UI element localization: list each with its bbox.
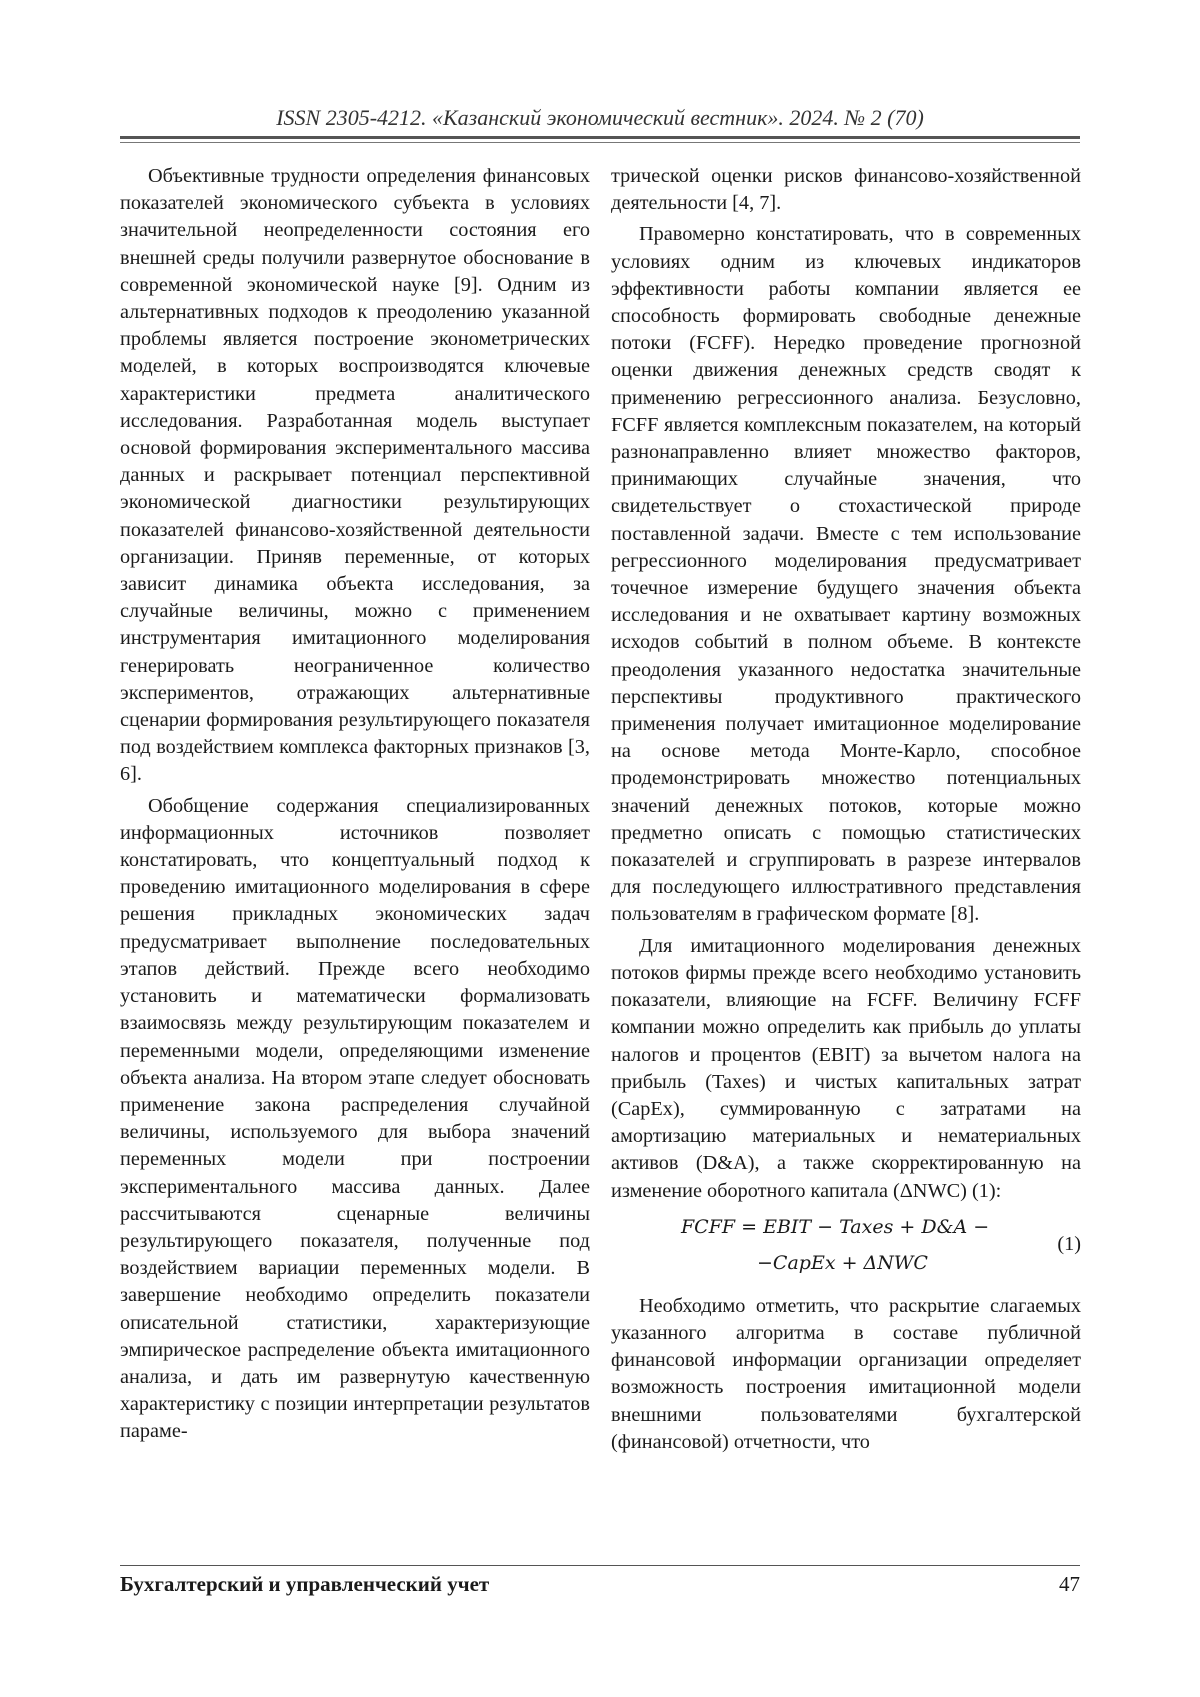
body-paragraph: Для имитационного моделирования денежных потоков фирмы прежде всего необходимо установить показатели, влияющие на FCFF. Величину FCFF компании можно определить как прибыль до уплаты налогов и процентов (EBIT) за вычетом налога на прибыль (Taxes) и чистых капитальных затрат (CapEx), суммированную с затратами на амортизацию материальных и нематериальных активов (D&A), а также скорректированную на изменение оборотного капитала (ΔNWC) (1): [611, 934, 1081, 1202]
header-rule [120, 136, 1080, 139]
page-number: 47 [1059, 1572, 1080, 1596]
footer-section-title: Бухгалтерский и управленческий учет [120, 1572, 490, 1596]
body-paragraph: Объективные трудности определения финансовых показателей экономического субъекта в условиях значительной неопределенности состояния его внешней среды получили развернутое обоснование в современной экономической науке [9]. Одним из альтернативных подходов к преодолению указанной проблемы является построение эконометрических моделей, в которых воспроизводятся ключевые характеристики предмета аналитического исследования. Разработанная модель выступает основой формирования экспериментального массива данных и раскрывает потенциал перспективной экономической диагностики результирующих показателей финансово-хозяйственной деятельности организации. Приняв переменные, от которых зависит динамика объекта исследования, за случайные величины, можно с применением инструментария имитационного моделирования генерировать неограниченное количество экспериментов, отражающих альтернативные сценарии формирования результирующего показателя под воздействием комплекса факторных признаков [3, 6]. [120, 165, 590, 786]
footer-rule [120, 1565, 1080, 1566]
continuation-paragraph: трической оценки рисков финансово-хозяйственной деятельности [4, 7]. [611, 165, 1081, 215]
body-paragraph: Правомерно констатировать, что в современных условиях одним из ключевых индикаторов эффективности работы компании является ее способность формировать свободные денежные потоки (FCFF). Нередко проведение прогнозной оценки движения денежных средств сводят к применению регрессионного анализа. Безусловно, FCFF является комплексным показателем, на который разнонаправленно влияет множество факторов, принимающих случайные значения, что свидетельствует о стохастической природе поставленной задачи. Вместе с тем использование регрессионного моделирования предусматривает точечное измерение будущего значения объекта исследования и не охватывает картину возможных исходов событий в полном объеме. В контексте преодоления указанного недостатка значительные перспективы продуктивного практического применения получает имитационное моделирование на основе метода Монте-Карло, способное продемонстрировать множество потенциальных значений денежных потоков, которые можно предметно описать с помощью статистических показателей и сгруппировать в разрезе интервалов для последующего иллюстративного представления пользователям в графическом формате [8]. [611, 223, 1081, 926]
equation-number: (1) [1057, 1232, 1081, 1255]
running-header: ISSN 2305-4212. «Казанский экономический вестник». 2024. № 2 (70) [276, 105, 924, 130]
equation-fcff [611, 1213, 1081, 1283]
equation-line-2: −CapEx + ΔNWC [757, 1251, 928, 1274]
equation-line-1: FCFF = EBIT − Taxes + D&A − [681, 1215, 990, 1238]
right-column [611, 163, 1081, 1456]
body-paragraph: Обобщение содержания специализированных информационных источников позволяет констатировать, что концептуальный подход к проведению имитационного моделирования в сфере решения прикладных экономических задач предусматривает выполнение последовательных этапов действий. Прежде всего необходимо установить и математически формализовать взаимосвязь между результирующим показателем и переменными модели, определяющими изменение объекта анализа. На втором этапе следует обосновать применение закона распределения случайной величины, используемого для выбора значений переменных модели при построении экспериментального массива данных. Далее рассчитываются сценарные величины результирующего показателя, полученные под воздействием вариации переменных модели. В завершение необходимо определить показатели описательной статистики, характеризующие эмпирическое распределение объекта имитационного анализа, и дать им развернутую качественную характеристику с позиции интерпретации результатов параме- [120, 794, 590, 1443]
left-column [120, 163, 590, 1446]
body-paragraph: Необходимо отметить, что раскрытие слагаемых указанного алгоритма в составе публичной финансовой информации организации определяет возможность построения имитационной модели внешними пользователями бухгалтерской (финансовой) отчетности, что [611, 1294, 1081, 1453]
header-rule-thin [120, 142, 1080, 143]
